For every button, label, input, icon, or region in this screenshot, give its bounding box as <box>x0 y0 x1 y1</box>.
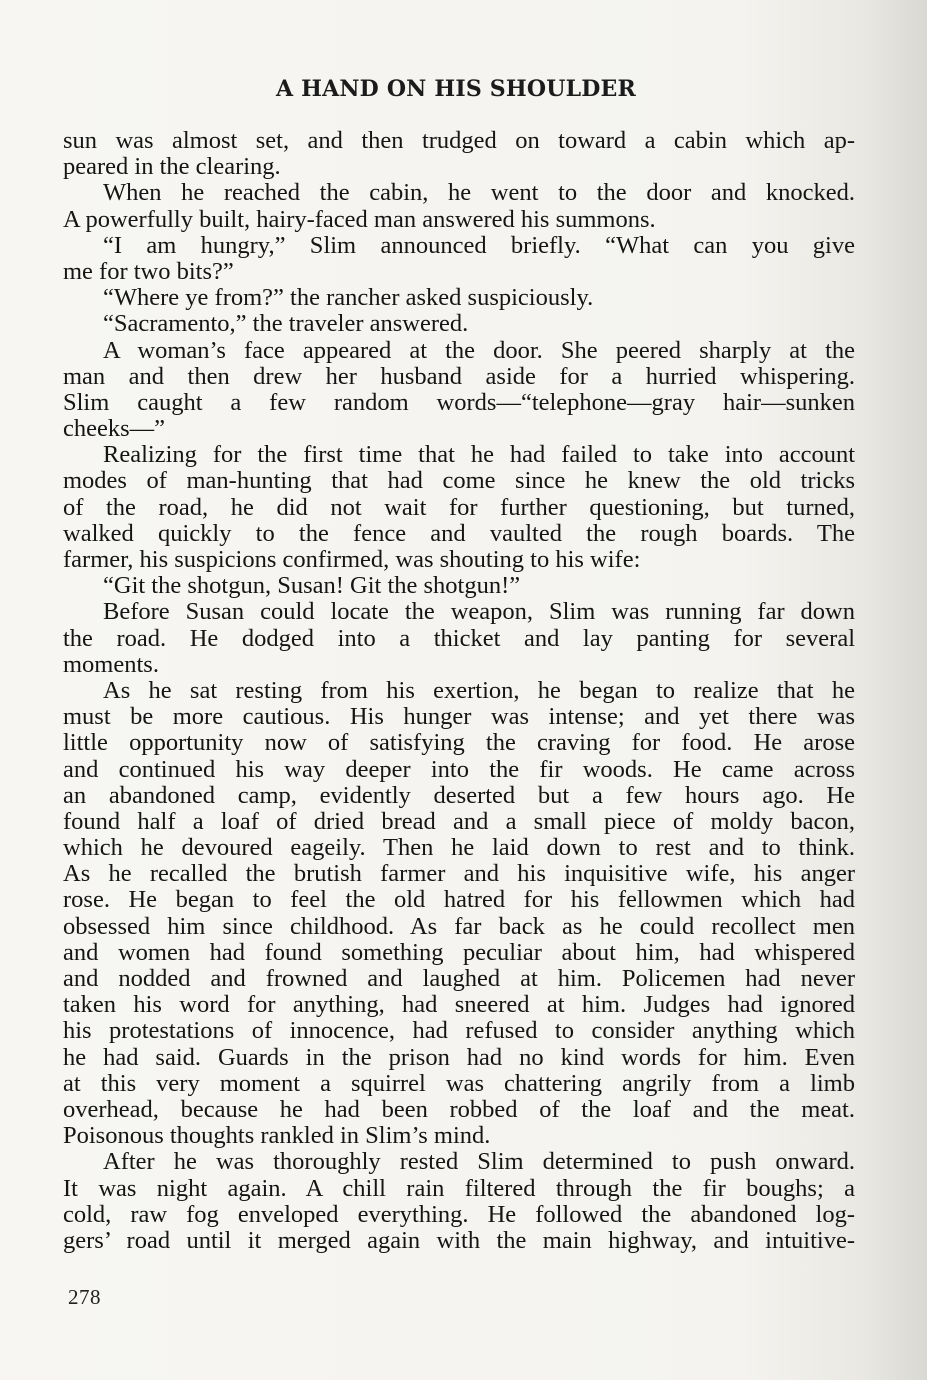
text-line: gers’ road until it merged again with the main highway, and intuitive- <box>63 1226 855 1254</box>
text-line: found half a loaf of dried bread and a small piece of moldy bacon, <box>63 807 855 835</box>
text-line: at this very moment a squirrel was chattering angrily from a limb <box>63 1069 855 1097</box>
text-line: cold, raw fog enveloped everything. He followed the abandoned log- <box>63 1200 855 1228</box>
text-line: and nodded and frowned and laughed at him. Policemen had never <box>63 965 855 992</box>
text-line: As he recalled the brutish farmer and his inquisitive wife, his anger <box>63 860 855 888</box>
text-line: and women had found something peculiar about him, had whispered <box>63 938 855 966</box>
text-line: an abandoned camp, evidently deserted but a few hours ago. He <box>63 781 855 809</box>
text-line: he had said. Guards in the prison had no kind words for him. Even <box>63 1043 855 1071</box>
text-line: modes of man-hunting that had come since he knew the old tricks <box>63 467 855 495</box>
text-line: and continued his way deeper into the fir woods. He came across <box>63 755 855 783</box>
text-line: As he sat resting from his exertion, he began to realize that he <box>103 676 855 704</box>
text-line: It was night again. A chill rain filtered through the fir boughs; a <box>63 1174 855 1202</box>
text-line: the road. He dodged into a thicket and lay panting for several <box>63 624 855 652</box>
text-line: Before Susan could locate the weapon, Slim was running far down <box>103 598 855 626</box>
text-line: moments. <box>63 650 159 678</box>
text-line: of the road, he did not wait for further questioning, but turned, <box>63 493 855 521</box>
text-line: his protestations of innocence, had refused to consider anything which <box>63 1017 855 1045</box>
text-line: taken his word for anything, had sneered at him. Judges had ignored <box>63 991 855 1019</box>
text-line: When he reached the cabin, he went to the door and knocked. <box>103 179 855 207</box>
text-line: farmer, his suspicions confirmed, was shouting to his wife: <box>63 546 641 573</box>
text-line: “Sacramento,” the traveler answered. <box>103 310 469 338</box>
text-line: cheeks—” <box>63 415 166 443</box>
text-line: must be more cautious. His hunger was intense; and yet there was <box>63 703 855 731</box>
text-line: A woman’s face appeared at the door. She peered sharply at the <box>103 336 855 364</box>
text-line: rose. He began to feel the old hatred for his fellowmen which had <box>63 886 855 914</box>
text-line: “I am hungry,” Slim announced briefly. “What can you give <box>103 231 855 259</box>
text-line: Poisonous thoughts rankled in Slim’s mind. <box>63 1122 491 1150</box>
text-line: sun was almost set, and then trudged on toward a cabin which ap- <box>63 127 855 154</box>
text-line: After he was thoroughly rested Slim determined to push onward. <box>103 1148 855 1176</box>
text-line: “Where ye from?” the rancher asked suspiciously. <box>103 284 594 312</box>
text-line: walked quickly to the fence and vaulted the rough boards. The <box>63 519 855 547</box>
text-line: me for two bits?” <box>63 257 234 285</box>
text-line: overhead, because he had been robbed of the loaf and the meat. <box>63 1095 855 1123</box>
text-line: little opportunity now of satisfying the craving for food. He arose <box>63 729 855 757</box>
text-line: Realizing for the first time that he had failed to take into account <box>103 441 855 469</box>
text-line: man and then drew her husband aside for a hurried whispering. <box>63 362 855 390</box>
text-line: which he devoured eageily. Then he laid down to rest and to think. <box>63 834 855 862</box>
text-line: Slim caught a few random words—“telephone—gray hair—sunken <box>63 388 855 416</box>
text-line: peared in the clearing. <box>63 153 281 181</box>
body-text <box>63 128 855 1254</box>
text-line: A powerfully built, hairy-faced man answered his summons. <box>63 205 656 233</box>
text-line: obsessed him since childhood. As far back as he could recollect men <box>63 912 855 940</box>
page-number: 278 <box>68 1285 101 1309</box>
text-line: “Git the shotgun, Susan! Git the shotgun!” <box>103 572 521 600</box>
running-head: A HAND ON HIS SHOULDER <box>275 76 636 102</box>
